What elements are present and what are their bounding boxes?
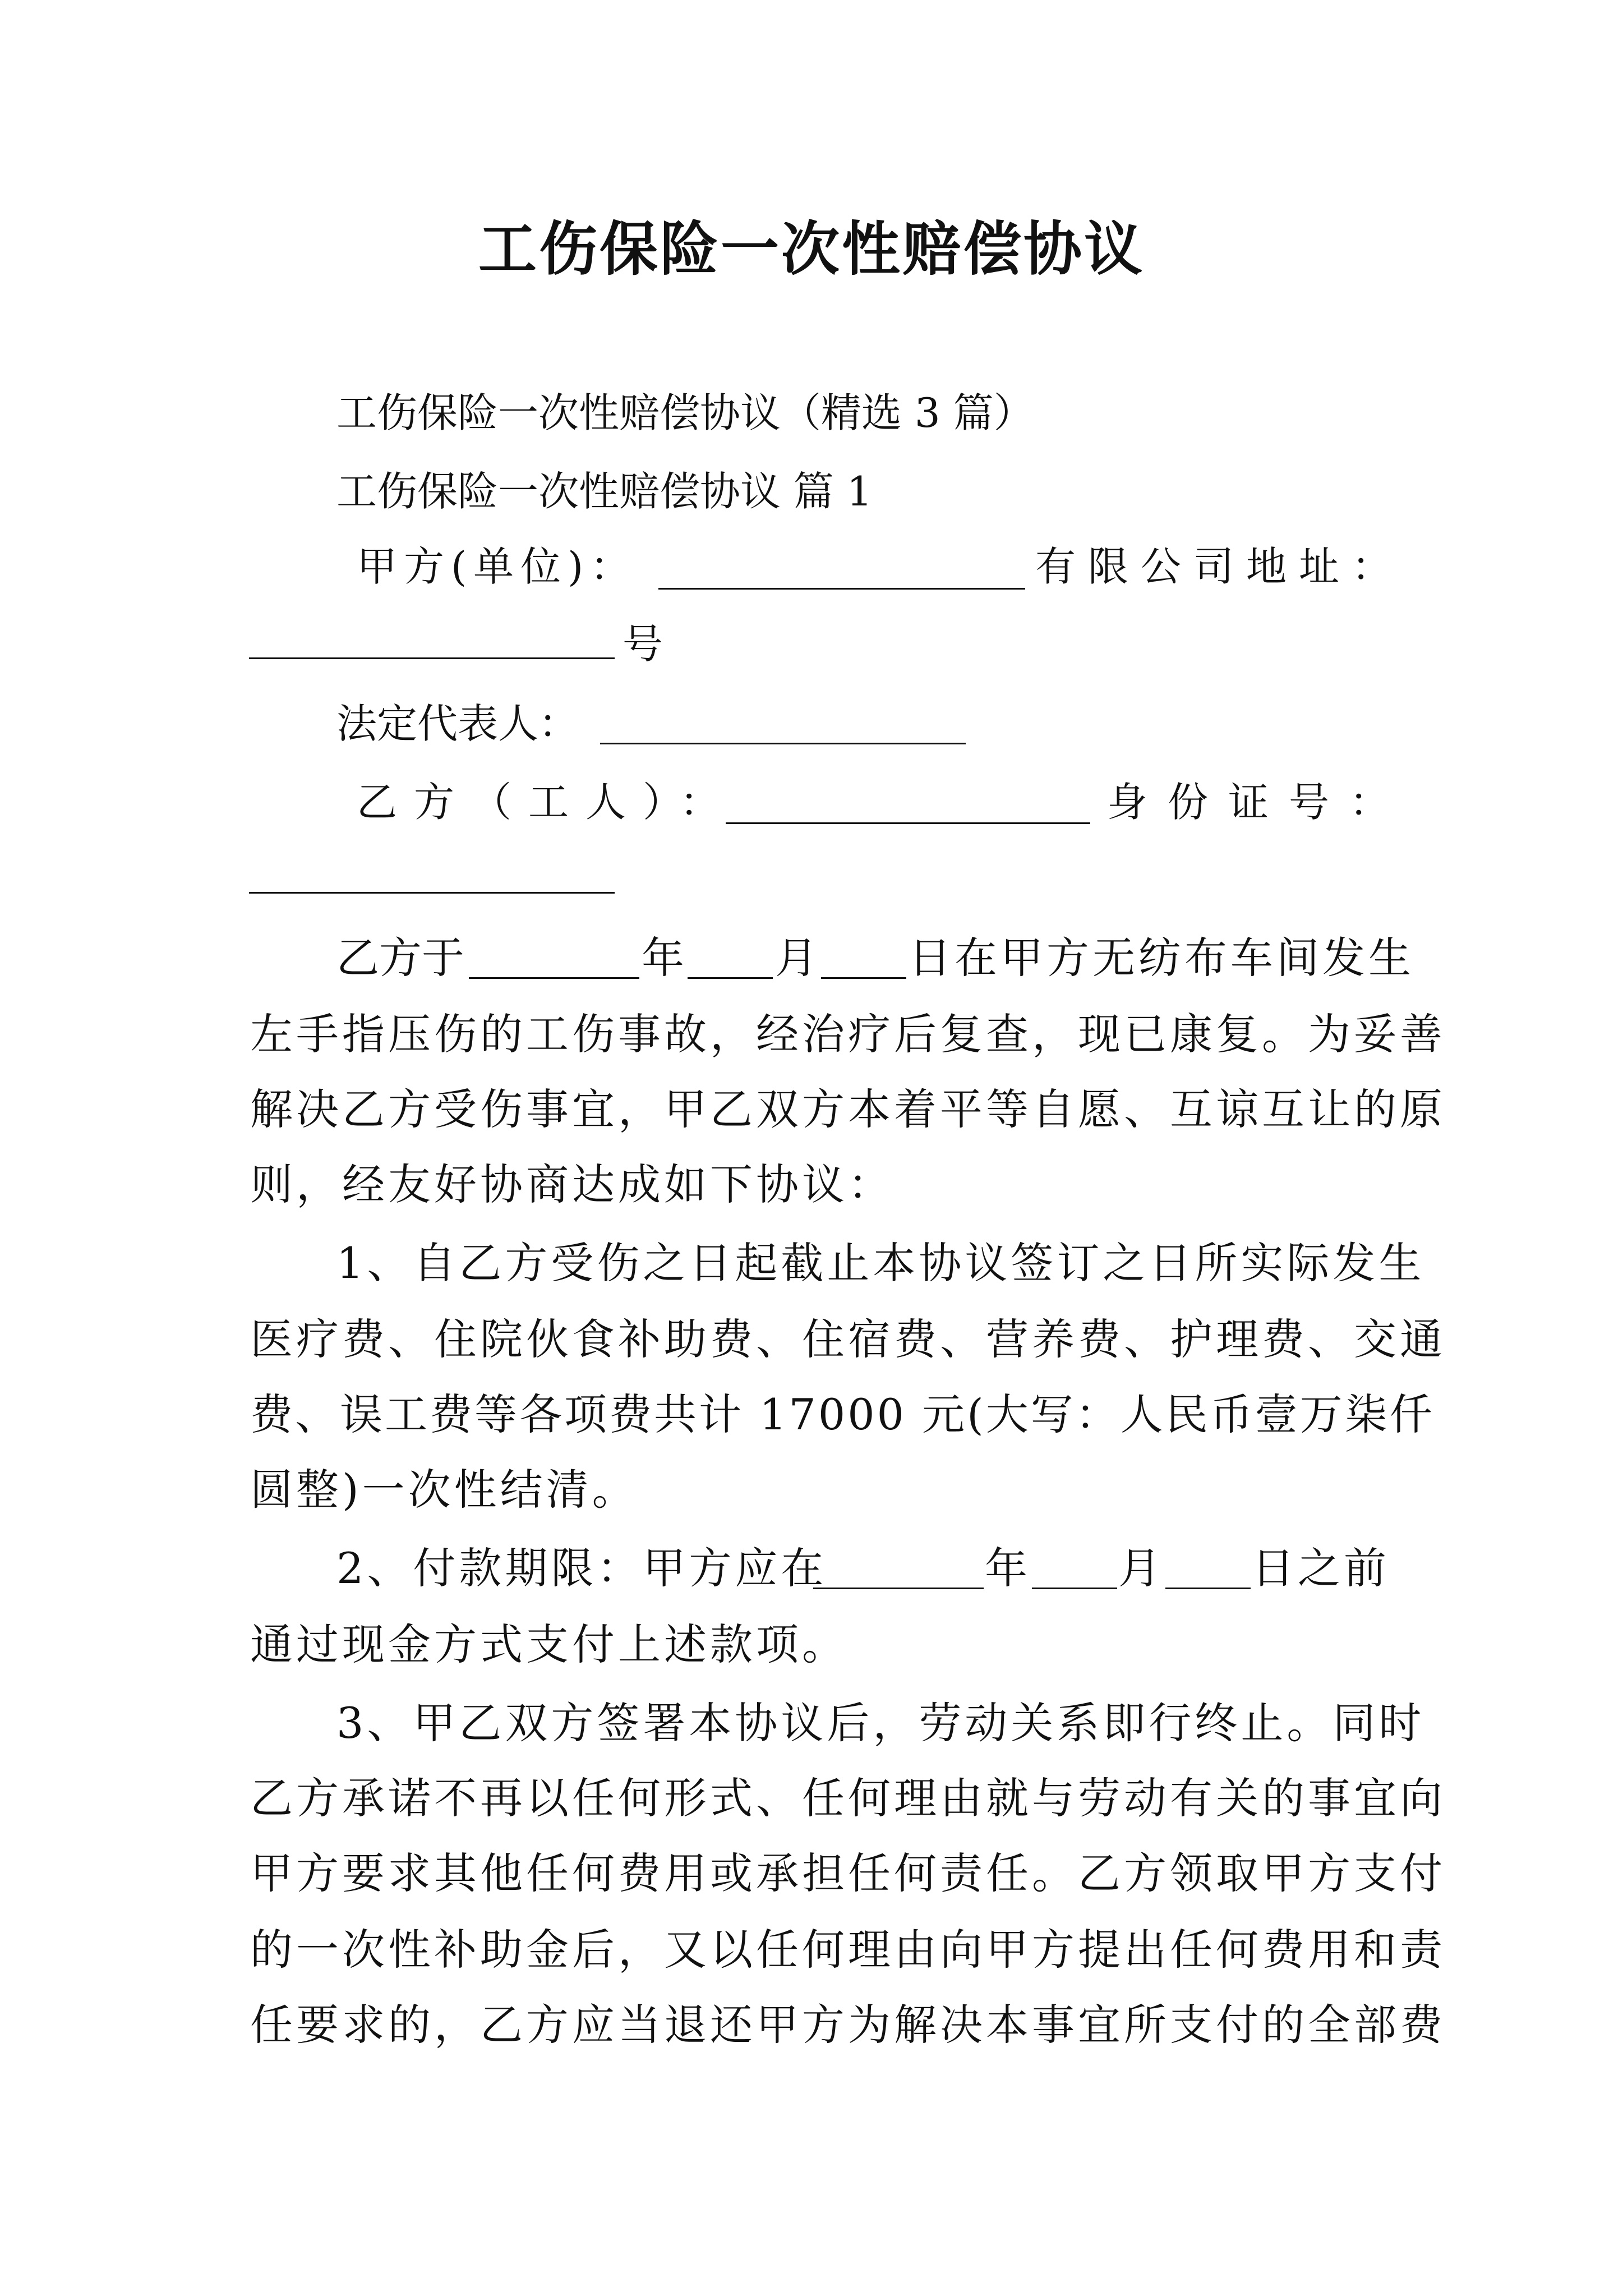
legal-rep-blank[interactable] <box>600 708 966 744</box>
p1-year-label: 年 <box>642 933 684 983</box>
legal-rep-label: 法定代表人： <box>336 700 579 747</box>
p4-line5: 任要求的，乙方应当退还甲方为解决本事宜所支付的全部费 <box>250 2000 1446 2050</box>
p4-line4: 的一次性补助金后，又以任何理由向甲方提出任何费用和责 <box>250 1925 1446 1975</box>
party-a-address-blank[interactable] <box>249 623 615 659</box>
section-heading: 工伤保险一次性赔偿协议 篇 1 <box>336 468 873 515</box>
p1-line1-a: 乙方于 <box>336 933 464 983</box>
p1-day-blank[interactable] <box>821 942 906 979</box>
party-a-label: 甲方(单位)： <box>357 543 638 590</box>
party-a-address-label: 有限公司地址： <box>1035 543 1405 590</box>
p3-month-label: 月 <box>1118 1543 1161 1593</box>
p1-line2: 左手指压伤的工伤事故，经治疗后复查，现已康复。为妥善 <box>250 1009 1446 1059</box>
p1-line3: 解决乙方受伤事宜，甲乙双方本着平等自愿、互谅互让的原 <box>250 1084 1446 1134</box>
party-b-id-blank[interactable] <box>249 857 615 894</box>
p3-line2: 通过现金方式支付上述款项。 <box>250 1619 848 1669</box>
p4-line3: 甲方要求其他任何费用或承担任何责任。乙方领取甲方支付 <box>250 1848 1446 1898</box>
document-title: 工伤保险一次性赔偿协议 <box>478 214 1145 283</box>
p3-year-blank[interactable] <box>813 1553 984 1589</box>
p2-line1: 1、自乙方受伤之日起截止本协议签订之日所实际发生 <box>336 1238 1425 1288</box>
p3-day-blank[interactable] <box>1165 1553 1251 1589</box>
p2-line4: 圆整)一次性结清。 <box>250 1465 638 1515</box>
p4-line1: 3、甲乙双方签署本协议后，劳动关系即行终止。同时 <box>336 1698 1425 1748</box>
p1-year-blank[interactable] <box>469 942 639 979</box>
p2-line3: 费、误工费等各项费共计 17000 元(大写：人民币壹万柒仟 <box>250 1389 1435 1439</box>
p1-month-label: 月 <box>775 933 818 983</box>
p4-line2: 乙方承诺不再以任何形式、任何理由就与劳动有关的事宜向 <box>250 1773 1446 1823</box>
party-a-number-suffix: 号 <box>623 620 663 668</box>
party-b-name-blank[interactable] <box>726 788 1090 824</box>
p1-line4: 则，经友好协商达成如下协议： <box>250 1159 894 1209</box>
party-b-id-label: 身份证号： <box>1107 779 1410 826</box>
p3-month-blank[interactable] <box>1032 1553 1117 1589</box>
p3-line1-d: 日之前 <box>1252 1543 1390 1593</box>
p3-line1-a: 2、付款期限：甲方应在 <box>336 1543 827 1593</box>
p3-year-label: 年 <box>985 1543 1027 1593</box>
party-b-label: 乙方（工人）： <box>357 779 737 826</box>
document-subtitle: 工伤保险一次性赔偿协议（精选 3 篇） <box>336 389 1034 436</box>
p1-month-blank[interactable] <box>688 942 773 979</box>
p2-line2: 医疗费、住院伙食补助费、住宿费、营养费、护理费、交通 <box>250 1314 1446 1364</box>
p1-line1-d: 日在甲方无纺布车间发生 <box>909 933 1414 983</box>
party-a-company-blank[interactable] <box>658 553 1025 590</box>
